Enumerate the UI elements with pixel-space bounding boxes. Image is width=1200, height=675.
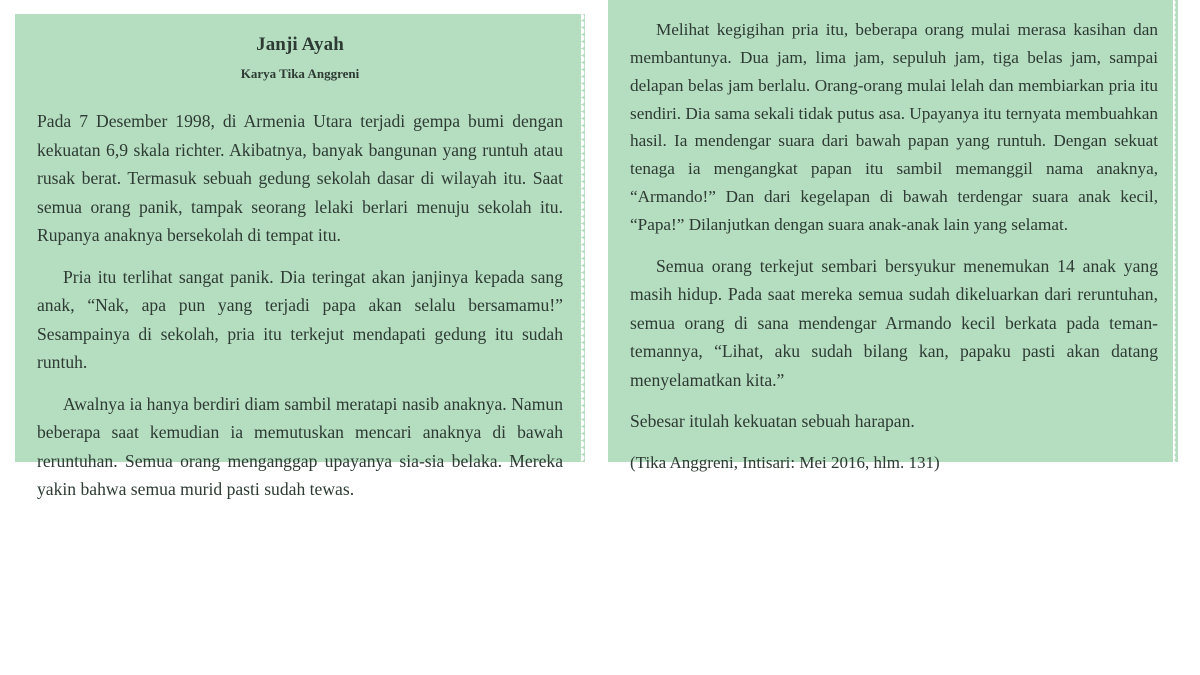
right-text-panel <box>608 0 1178 472</box>
page-title: Janji Ayah <box>256 34 344 55</box>
left-text-panel <box>15 14 585 500</box>
paragraph: Awalnya ia hanya berdiri diam sambil meratapi nasib anaknya. Namun beberapa saat kemudian ia memutuskan mencari anaknya di bawah reruntuhan. Semua orang menganggap upayanya sia-sia belaka. Mereka yakin bahwa semua murid pasti sudah tewas. <box>37 393 563 500</box>
paragraph: Pria itu terlihat sangat panik. Dia teringat akan janjinya kepada sang anak, “Nak, apa pun yang terjadi papa akan selalu bersamamu!” Sesampainya di sekolah, pria itu terkejut mendapati gedung itu sudah runtuh. <box>37 266 563 373</box>
author-byline: Karya Tika Anggreni <box>240 65 360 81</box>
paragraph: Semua orang terkejut sembari bersyukur menemukan 14 anak yang masih hidup. Pada saat mereka semua sudah dikeluarkan dari reruntuhan, semua orang di sana mendengar Armando kecil berkata pada teman-temannya, “Lihat, aku sudah bilang kan, papaku pasti akan datang menyelamatkan kita.” <box>630 255 1158 390</box>
torn-paper-edge-right-panel <box>1173 0 1180 462</box>
paragraph: Melihat kegigihan pria itu, beberapa orang mulai merasa kasihan dan membantunya. Dua jam, lima jam, sepuluh jam, tiga belas jam, sampai delapan belas jam berlalu. Orang-orang mulai lelah dan membiarkan pria itu sendiri. Dia sama sekali tidak putus asa. Upayanya itu ternyata membuahkan hasil. Ia mendengar suara dari bawah papan yang runtuh. Dengan sekuat tenaga ia mengangkat papan itu sambil memanggil nama anaknya, “Armando!” Dan dari kegelapan di bawah terdengar suara anak kecil, “Papa!” Dilanjutkan dengan suara anak-anak lain yang selamat. <box>630 20 1158 235</box>
paragraph: Pada 7 Desember 1998, di Armenia Utara terjadi gempa bumi dengan kekuatan 6,9 skala richter. Akibatnya, banyak bangunan yang runtuh atau rusak berat. Termasuk sebuah gedung sekolah dasar di wilayah itu. Saat semua orang panik, tampak seorang lelaki berlari menuju sekolah itu. Rupanya anaknya bersekolah di tempat itu. <box>37 111 563 246</box>
source-citation: (Tika Anggreni, Intisari: Mei 2016, hlm. 131) <box>630 452 940 472</box>
paragraph: Sebesar itulah kekuatan sebuah harapan. <box>630 411 915 432</box>
torn-paper-edge-left-panel <box>581 14 588 462</box>
